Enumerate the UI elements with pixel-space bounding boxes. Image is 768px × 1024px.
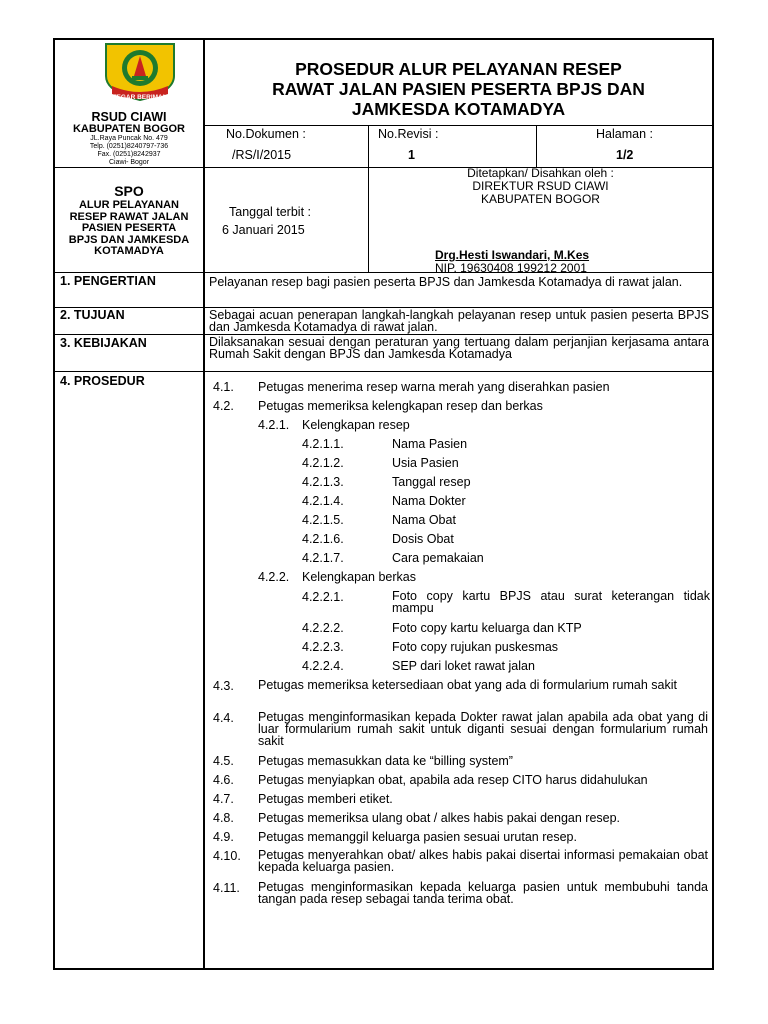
step-number: 4.2.1.5. xyxy=(302,513,344,527)
title-line: RAWAT JALAN PASIEN PESERTA BPJS DAN xyxy=(272,79,645,99)
step-number: 4.6. xyxy=(213,773,234,787)
section-label-prosedur: 4. PROSEDUR xyxy=(60,374,145,388)
page-value: 1/2 xyxy=(616,148,634,162)
step-number: 4.2.1.6. xyxy=(302,532,344,546)
step-text: Usia Pasien xyxy=(392,456,459,470)
column-divider xyxy=(368,125,369,167)
revision-label: No.Revisi : xyxy=(378,127,439,141)
revision-value: 1 xyxy=(408,148,415,162)
step-text: Petugas memanggil keluarga pasien sesuai urutan resep. xyxy=(258,830,577,844)
step-text: Foto copy kartu keluarga dan KTP xyxy=(392,621,582,635)
step-text: Petugas menginformasikan kepada keluarga pasien untuk membubuhi tanda tangan pada resep sebagai tanda terima obat. xyxy=(258,880,708,906)
step-text: Nama Pasien xyxy=(392,437,468,451)
step-text: Foto copy kartu BPJS atau surat keterangan tidak mampu xyxy=(392,589,710,615)
title-line: PROSEDUR ALUR PELAYANAN RESEP xyxy=(295,59,622,79)
step-number: 4.2.1.2. xyxy=(302,456,344,470)
step-number: 4.3. xyxy=(213,679,234,693)
step-number: 4.2.1.1. xyxy=(302,437,344,451)
step-text: Petugas memasukkan data ke “billing system” xyxy=(258,754,513,768)
step-text: Kelengkapan resep xyxy=(302,418,410,432)
step-number: 4.4. xyxy=(213,711,234,725)
spo-title-line: PASIEN PESERTA xyxy=(81,222,177,234)
column-divider xyxy=(536,125,537,167)
step-text: Dosis Obat xyxy=(392,532,454,546)
step-number: 4.9. xyxy=(213,830,234,844)
title-line: JAMKESDA KOTAMADYA xyxy=(351,99,566,119)
section-label-pengertian: 1. PENGERTIAN xyxy=(60,274,156,288)
approval-line: Ditetapkan/ Disahkan oleh : xyxy=(467,166,614,180)
address-line: Telp. (0251)8240797-736 xyxy=(89,143,169,150)
section-label-kebijakan: 3. KEBIJAKAN xyxy=(60,336,147,350)
page-label: Halaman : xyxy=(596,127,653,141)
row-divider xyxy=(54,272,713,273)
column-divider xyxy=(203,38,205,970)
table-border-bottom xyxy=(53,968,714,970)
step-number: 4.7. xyxy=(213,792,234,806)
approval-line: DIREKTUR RSUD CIAWI xyxy=(472,179,609,193)
step-number: 4.2.2.4. xyxy=(302,659,344,673)
tujuan-text: Sebagai acuan penerapan langkah-langkah pelayanan resep untuk pasien peserta BPJS dan Jamkesda Kotamadya di rawat jalan. xyxy=(209,308,709,334)
step-number: 4.1. xyxy=(213,380,234,394)
step-number: 4.2.2. xyxy=(258,570,290,584)
table-border-top xyxy=(53,38,714,40)
step-number: 4.2.2.2. xyxy=(302,621,344,635)
step-text: Petugas menerima resep warna merah yang diserahkan pasien xyxy=(258,380,610,394)
step-text: Petugas memeriksa ulang obat / alkes habis pakai dengan resep. xyxy=(258,811,621,825)
step-text: Petugas memeriksa kelengkapan resep dan berkas xyxy=(258,399,543,413)
row-divider xyxy=(204,125,713,126)
section-label-tujuan: 2. TUJUAN xyxy=(60,308,125,322)
step-number: 4.2. xyxy=(213,399,234,413)
doc-number-value: /RS/I/2015 xyxy=(232,148,292,162)
issue-date-label: Tanggal terbit : xyxy=(229,205,311,219)
step-number: 4.2.2.3. xyxy=(302,640,344,654)
step-number: 4.5. xyxy=(213,754,234,768)
step-number: 4.2.1.7. xyxy=(302,551,344,565)
step-number: 4.8. xyxy=(213,811,234,825)
spo-label: SPO xyxy=(114,183,144,199)
step-text: Petugas menyiapkan obat, apabila ada resep CITO harus didahulukan xyxy=(258,773,648,787)
step-text: Nama Obat xyxy=(392,513,456,527)
step-text: Tanggal resep xyxy=(392,475,471,489)
step-number: 4.10. xyxy=(213,849,241,863)
table-border-right xyxy=(712,38,714,970)
step-text: Kelengkapan berkas xyxy=(302,570,416,584)
step-number: 4.2.2.1. xyxy=(302,590,344,604)
spo-title-line: RESEP RAWAT JALAN xyxy=(69,210,189,223)
doc-number-label: No.Dokumen : xyxy=(226,127,306,141)
logo-banner-text: TEGAR BERIMAN xyxy=(112,94,168,101)
row-divider xyxy=(54,371,713,372)
step-text: Nama Dokter xyxy=(392,494,466,508)
step-text: Petugas memberi etiket. xyxy=(258,792,393,806)
kebijakan-text: Dilaksanakan sesuai dengan peraturan yang tertuang dalam perjanjian kerjasama antara Rumah Sakit dengan BPJS dan Jamkesda Kotamadya xyxy=(209,335,709,361)
address-line: JL.Raya Puncak No. 479 xyxy=(90,135,168,142)
address-block xyxy=(55,135,203,167)
step-number: 4.2.1.4. xyxy=(302,494,344,508)
address-line: Ciawi- Bogor xyxy=(108,159,150,166)
step-text: Cara pemakaian xyxy=(392,551,484,565)
step-number: 4.2.1. xyxy=(258,418,290,432)
signer-name: Drg.Hesti Iswandari, M.Kes xyxy=(435,248,590,262)
step-text: Petugas menyerahkan obat/ alkes habis pakai disertai informasi pemakaian obat kepada keluarga pasien. xyxy=(258,848,708,874)
document-title xyxy=(205,59,712,119)
approval-block xyxy=(369,167,712,206)
step-text: Petugas memeriksa ketersediaan obat yang ada di formularium rumah sakit xyxy=(258,678,677,692)
spo-title-line: ALUR PELAYANAN xyxy=(78,199,180,211)
spo-title xyxy=(55,200,203,258)
pengertian-text: Pelayanan resep bagi pasien peserta BPJS dan Jamkesda Kotamadya di rawat jalan. xyxy=(209,275,683,289)
table-border-left xyxy=(53,38,55,970)
signer-nip: NIP. 19630408 199212 2001 xyxy=(435,261,587,275)
spo-title-line: KOTAMADYA xyxy=(94,245,164,257)
issue-date-value: 6 Januari 2015 xyxy=(222,223,305,237)
address-line: Fax. (0251)8242937 xyxy=(97,151,161,158)
approval-line: KABUPATEN BOGOR xyxy=(481,192,600,206)
step-number: 4.2.1.3. xyxy=(302,475,344,489)
step-number: 4.11. xyxy=(213,881,240,895)
step-text: Foto copy rujukan puskesmas xyxy=(392,640,559,654)
step-text: Petugas menginformasikan kepada Dokter rawat jalan apabila ada obat yang di luar formularium rumah sakit untuk diganti sesuai dengan formularium rumah sakit xyxy=(258,710,708,748)
regency-name: KABUPATEN BOGOR xyxy=(72,123,186,135)
hospital-name: RSUD CIAWI xyxy=(91,110,167,124)
step-text: SEP dari loket rawat jalan xyxy=(392,659,535,673)
spo-title-line: BPJS DAN JAMKESDA xyxy=(68,233,190,246)
